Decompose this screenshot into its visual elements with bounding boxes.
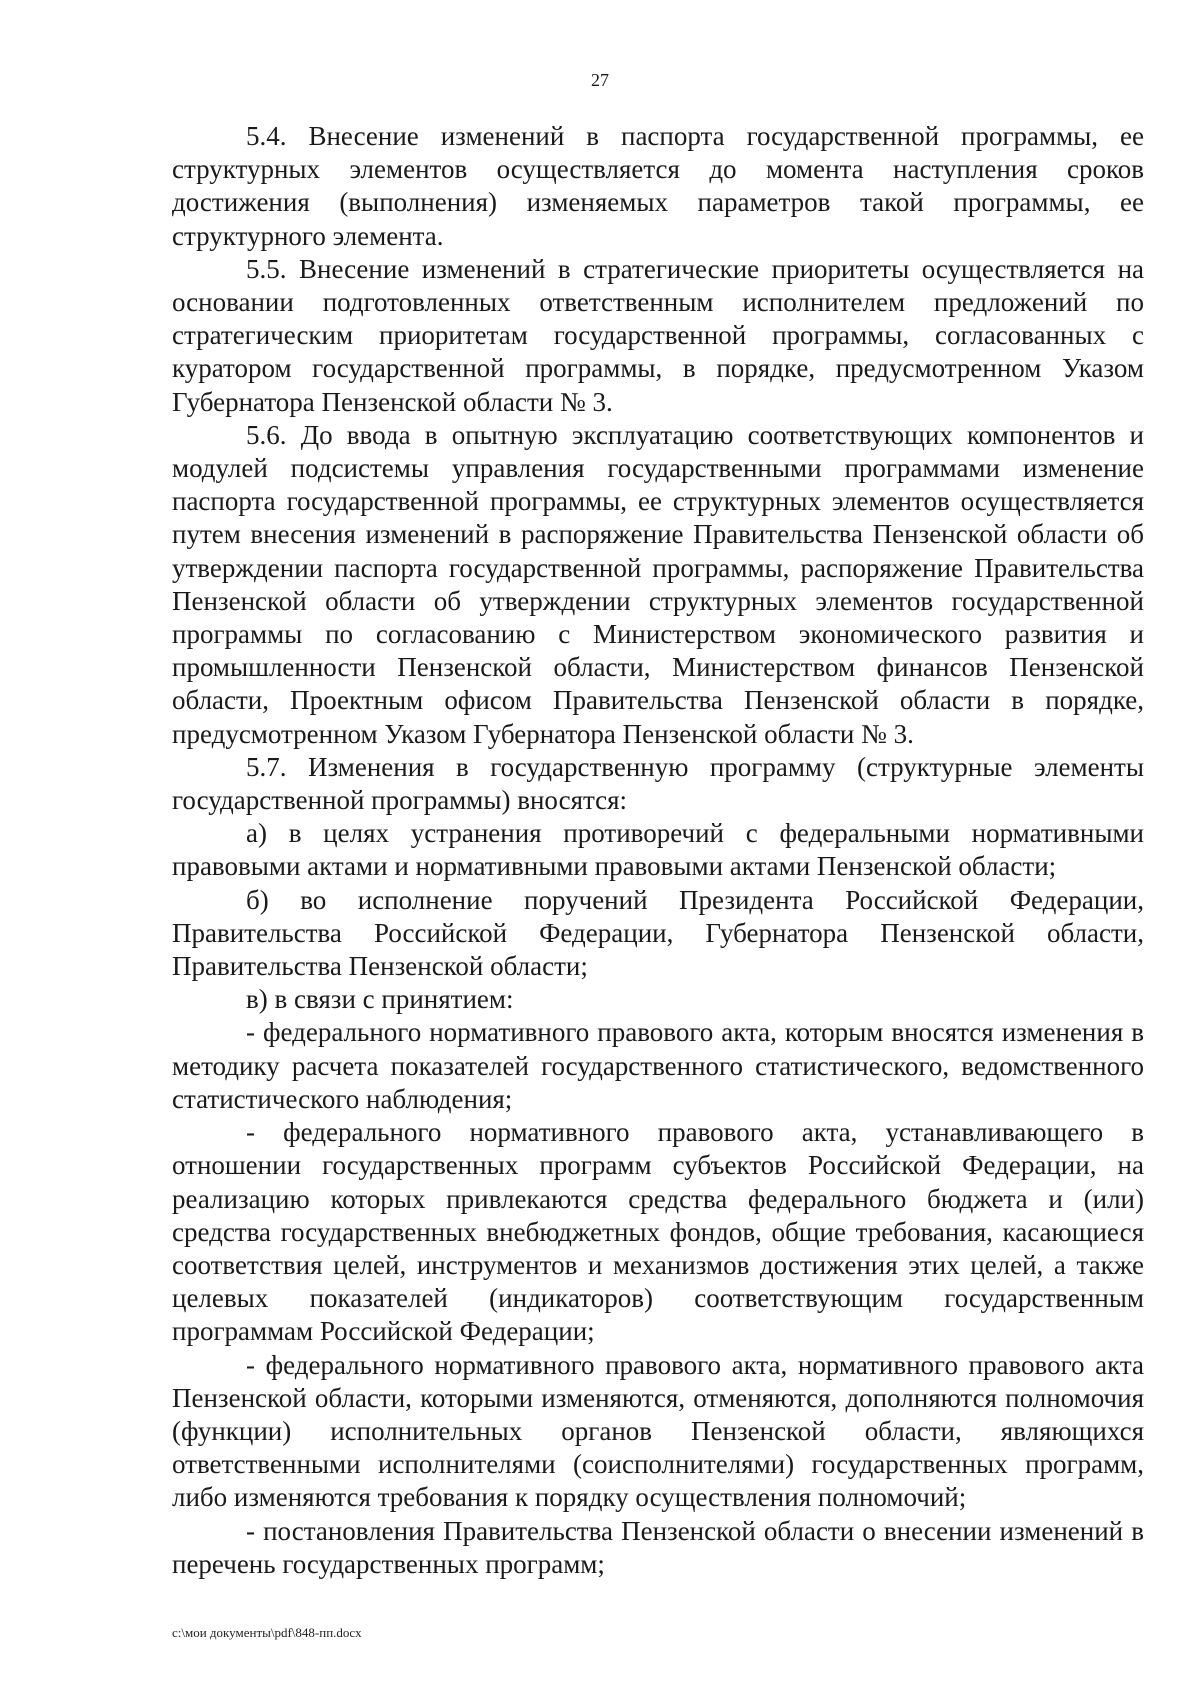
paragraph-5-5: 5.5. Внесение изменений в стратегические приоритеты осуществляется на основании подготовленных ответственным исполнителем предложений по стратегическим приоритетам государственной программы, согласованных с куратором государственной программы, в порядке, предусмотренном Указом Губернатора Пензенской области № 3. [172, 253, 1144, 417]
page-number: 27 [591, 70, 609, 90]
sub-item-federal-act-powers: - федерального нормативного правового акта, нормативного правового акта Пензенской области, которыми изменяются, отменяются, дополняются полномочия (функции) исполнительных органов Пензенской области, являющихся ответственными исполнителями (соисполнителями) государственных программ, либо изменяются требования к порядку осуществления полномочий; [172, 1349, 1144, 1513]
footer-file-path: c:\мои документы\pdf\848-пп.docx [172, 1625, 362, 1640]
list-item-a: а) в целях устранения противоречий с федеральными нормативными правовыми актами и нормативными правовыми актами Пензенской области; [172, 818, 1144, 882]
paragraph-5-7: 5.7. Изменения в государственную программу (структурные элементы государственной программы) вносятся: [172, 751, 1144, 816]
paragraph-5-6: 5.6. До ввода в опытную эксплуатацию соответствующих компонентов и модулей подсистемы управления государственными программами изменение паспорта государственной программы, ее структурных элементов осуществляется путем внесения изменений в распоряжение Правительства Пензенской области об утверждении паспорта государственной программы, распоряжение Правительства Пензенской области об утверждении структурных элементов государственной программы по согласованию с Министерством экономического развития и промышленности Пензенской области, Министерством финансов Пензенской области, Проектным офисом Правительства Пензенской области в порядке, предусмотренном Указом Губернатора Пензенской области № 3. [172, 419, 1144, 749]
list-item-v: в) в связи с принятием: [246, 984, 514, 1015]
paragraph-5-4: 5.4. Внесение изменений в паспорта государственной программы, ее структурных элементов осуществляется до момента наступления сроков достижения (выполнения) изменяемых параметров такой программы, ее структурного элемента. [172, 121, 1144, 251]
sub-item-federal-act-requirements: - федерального нормативного правового акта, устанавливающего в отношении государственных программ субъектов Российской Федерации, на реализацию которых привлекаются средства федерального бюджета и (или) средства государственных внебюджетных фондов, общие требования, касающиеся соответствия целей, инструментов и механизмов достижения этих целей, а также целевых показателей (индикаторов) соответствующим государственным программам Российской Федерации; [172, 1117, 1144, 1347]
list-item-b: б) во исполнение поручений Президента Российской Федерации, Правительства Российской Федерации, Губернатора Пензенской области, Правительства Пензенской области; [172, 884, 1144, 982]
document-body [172, 120, 1144, 1581]
sub-item-federal-act-methodology: - федерального нормативного правового акта, которым вносятся изменения в методику расчета показателей государственного статистического, ведомственного статистического наблюдения; [172, 1017, 1144, 1114]
sub-item-government-resolution: - постановления Правительства Пензенской области о внесении изменений в перечень государственных программ; [172, 1515, 1144, 1579]
